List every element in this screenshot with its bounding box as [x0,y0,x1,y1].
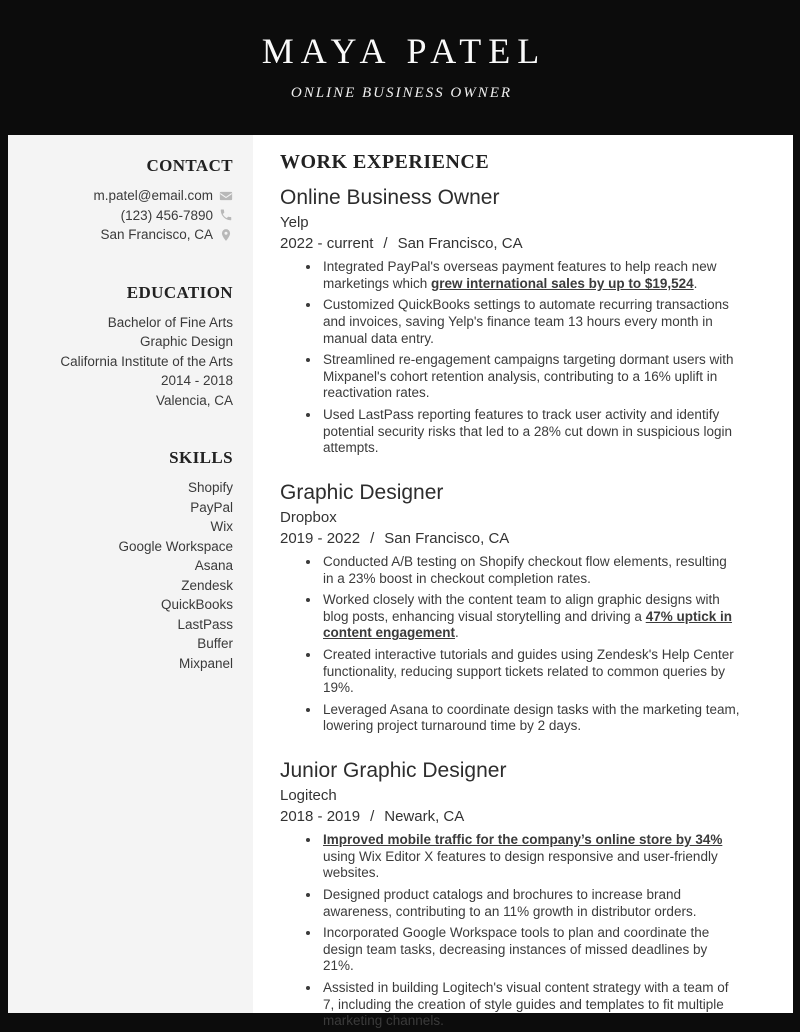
bullet-item: • Assisted in building Logitech's visual content strategy with a team of 7, including the creation of style guides and templates to fit multiple marketing channels. [321,980,740,1030]
skill-item: Asana [194,558,233,573]
work-experience-heading: WORK EXPERIENCE [280,151,490,173]
job-dates: 2018 - 2019 [280,808,361,826]
bullet-highlight: 47% uptick in content engagement [323,608,732,641]
jobs-list [280,185,740,1030]
skill-item: Mixpanel [178,655,233,671]
candidate-title: ONLINE BUSINESS OWNER [290,84,513,101]
job-location: Newark, CA [384,808,465,826]
bullet-item: • Improved mobile traffic for the company’s online store by 34% using Wix Editor X features to design responsive and user-friendly websites. [321,832,740,882]
dateline-separator: / [370,808,375,826]
skill-item: Zendesk [181,577,233,593]
bullet-item: • Integrated PayPal's overseas payment features to help reach new marketings which grew international sales by up to $19,524. [321,259,740,292]
phone-icon [219,208,233,222]
sidebar [8,135,253,1013]
bullet-item: • Leveraged Asana to coordinate design tasks with the marketing team, lowering project turnaround time by 2 days. [321,702,740,735]
skill-item: PayPal [190,499,233,515]
education-line: 2014 - 2018 [160,373,233,388]
job-entry [280,480,740,735]
resume-header [8,0,793,135]
job-title: Junior Graphic Designer [280,758,507,782]
contact-item [18,225,233,245]
education-list [18,313,233,411]
skills-section [18,448,233,673]
contact-text: (123) 456-7890 [120,207,213,223]
job-title: Graphic Designer [280,480,444,504]
job-company: Dropbox [280,509,337,527]
education-line: Bachelor of Fine Arts [107,314,233,330]
education-line: California Institute of the Arts [60,353,233,369]
envelope-icon [219,189,233,203]
job-title: Online Business Owner [280,186,500,209]
job-bullets [280,259,740,457]
education-section [18,283,233,411]
job-entry [280,185,740,457]
bullet-item: • Conducted A/B testing on Shopify checkout flow elements, resulting in a 23% boost in checkout completion rates. [321,554,740,587]
job-bullets [280,554,740,735]
bullet-item: • Incorporated Google Workspace tools to plan and coordinate the design team tasks, decreasing instances of missed deadlines by 21%. [321,925,740,975]
contact-text: m.patel@email.com [93,188,213,204]
bullet-item: • Used LastPass reporting features to track user activity and identify potential security risks that led to a 28% cut down in suspicious login attempts. [321,407,740,457]
skill-item: QuickBooks [160,597,233,612]
dateline-separator: / [370,530,375,548]
job-dateline [280,235,740,252]
skill-item: Shopify [187,480,233,495]
contact-item [18,206,233,226]
bullet-item: • Streamlined re-engagement campaigns targeting dormant users with Mixpanel's cohort retention analysis, contributing to a 16% uplift in reactivation rates. [321,352,740,402]
location-icon [219,228,233,242]
skill-item: Buffer [197,636,233,651]
bullet-item: • Worked closely with the content team to align graphic designs with blog posts, enhancing visual storytelling and driving a 47% uptick in content engagement. [321,592,740,642]
resume-body [8,135,793,1029]
job-location: San Francisco, CA [384,530,510,548]
skill-item: LastPass [177,616,233,632]
job-dateline [280,808,740,825]
bullet-item: • Customized QuickBooks settings to automate recurring transactions and invoices, saving Yelp's finance team 13 hours every month in manual data entry. [321,297,740,347]
job-entry [280,758,740,1030]
skill-item: Wix [210,519,233,534]
candidate-name: MAYA PATEL [261,30,547,71]
bullet-item: • Created interactive tutorials and guides using Zendesk's Help Center functionality, reducing support tickets related to common queries by 19%. [321,647,740,697]
job-company: Logitech [280,787,337,805]
contact-heading: CONTACT [146,156,233,175]
dateline-separator: / [383,235,388,253]
job-dates: 2019 - 2022 [280,530,361,548]
job-dates: 2022 - current [280,235,374,253]
bullet-highlight: grew international sales by up to $19,524 [431,275,694,291]
bullet-item: • Designed product catalogs and brochures to increase brand awareness, contributing to an 11% growth in distributor orders. [321,887,740,920]
contact-section [18,156,233,245]
education-line: Valencia, CA [155,392,233,408]
contact-text: San Francisco, CA [100,227,213,243]
job-dateline [280,530,740,547]
contact-item [18,186,233,206]
education-heading: EDUCATION [126,282,233,302]
job-bullets [280,832,740,1030]
education-line: Graphic Design [139,334,233,349]
contact-list [18,186,233,245]
skills-heading: SKILLS [169,448,233,467]
work-experience-section [253,135,793,1029]
skill-item: Google Workspace [118,538,233,554]
bullet-highlight: Improved mobile traffic for the company’s online store by 34% [323,832,723,848]
skills-list [18,478,233,673]
job-company: Yelp [280,214,309,232]
job-location: San Francisco, CA [397,235,523,253]
